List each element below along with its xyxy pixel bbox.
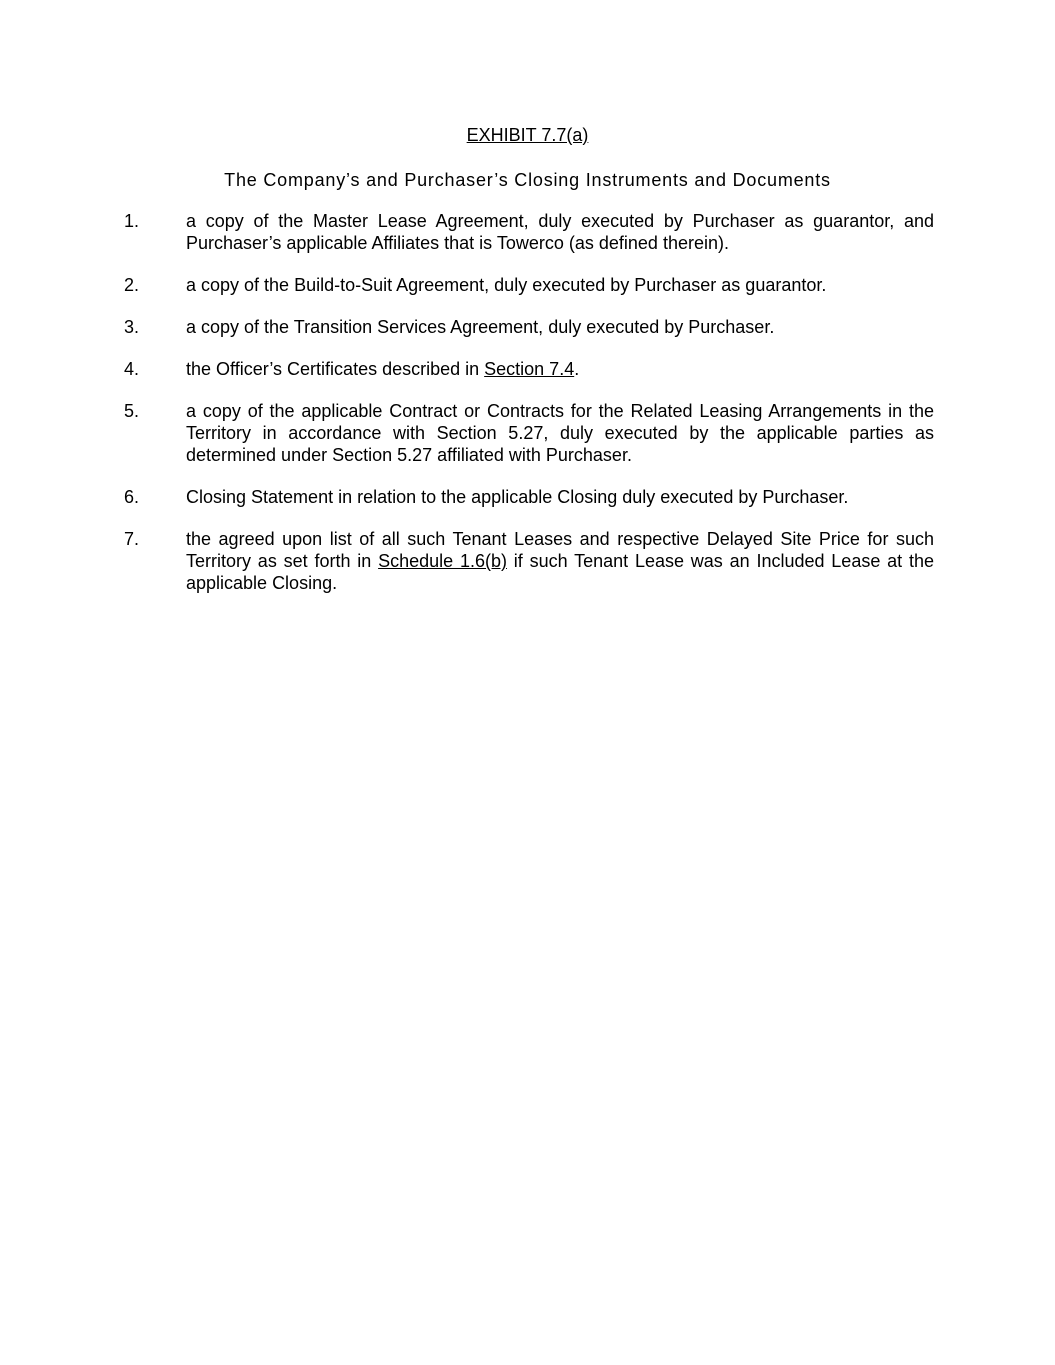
item-text: Closing Statement in relation to the applicable Closing duly executed by Purchaser.	[186, 487, 849, 507]
document-heading: The Company’s and Purchaser’s Closing Instruments and Documents	[224, 170, 831, 190]
item-number: 7.	[124, 529, 140, 549]
list-item	[124, 486, 934, 508]
item-text	[186, 358, 934, 380]
list-item	[124, 358, 934, 380]
item-text: a copy of the Master Lease Agreement, duly executed by Purchaser as guarantor, and Purchaser’s applicable Affiliates that is Towerco (as defined therein).	[186, 211, 934, 253]
exhibit-title: EXHIBIT 7.7(a)	[466, 125, 589, 145]
item-number: 1.	[124, 211, 140, 231]
list-item	[124, 316, 934, 338]
item-number: 3.	[124, 317, 140, 337]
item-text: a copy of the Build-to-Suit Agreement, duly executed by Purchaser as guarantor.	[186, 275, 827, 295]
item-number: 6.	[124, 487, 140, 507]
list-item	[124, 210, 934, 254]
item-text: a copy of the Transition Services Agreement, duly executed by Purchaser.	[186, 317, 775, 337]
list-item	[124, 400, 934, 466]
list-item	[124, 274, 934, 296]
item-number: 5.	[124, 401, 140, 421]
list-item	[124, 528, 934, 594]
item-text: a copy of the applicable Contract or Contracts for the Related Leasing Arrangements in the Territory in accordance with Section 5.27, duly executed by the applicable parties as determined under Section 5.27 affiliated with Purchaser.	[186, 401, 934, 465]
schedule-reference-link[interactable]: Schedule 1.6(b)	[378, 551, 507, 571]
closing-documents-list	[124, 210, 934, 614]
item-text	[186, 528, 934, 594]
item-text-after: if such Tenant Lease was an Included Lease at the applicable Closing.	[186, 551, 934, 593]
item-text-after: .	[574, 359, 580, 379]
section-reference-link[interactable]: Section 7.4	[484, 359, 575, 379]
item-number: 2.	[124, 275, 140, 295]
item-text-before: the agreed upon list of all such Tenant Leases and respective Delayed Site Price for such Territory as set forth in	[186, 529, 934, 571]
item-text-before: the Officer’s Certificates described in	[186, 359, 485, 379]
item-number: 4.	[124, 359, 140, 379]
